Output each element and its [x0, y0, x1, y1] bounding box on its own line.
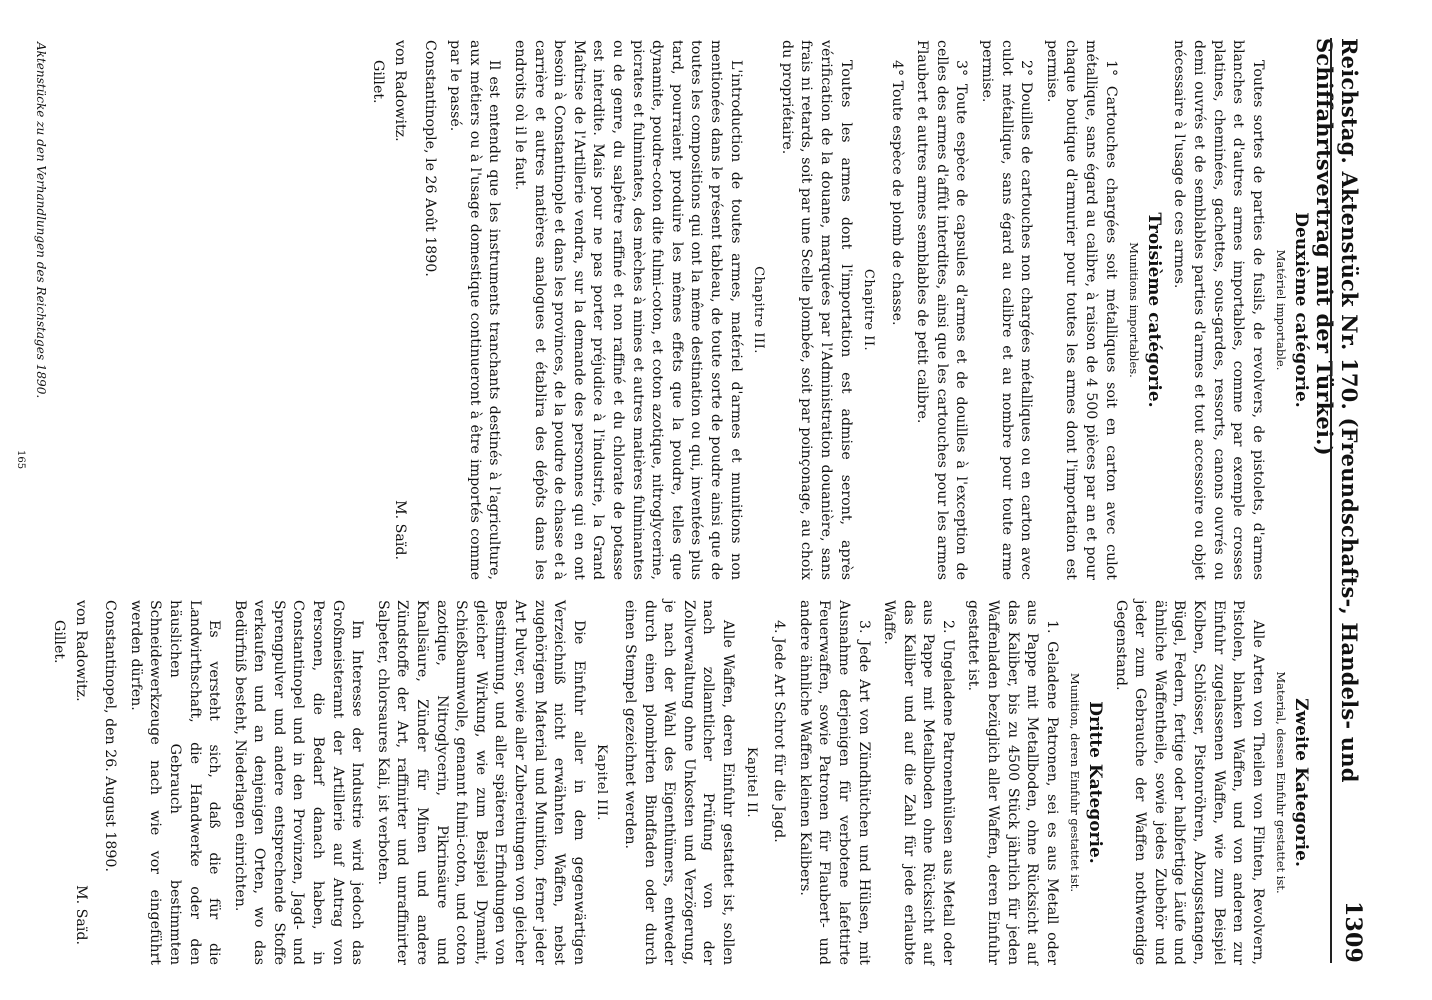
paragraph: 4° Toute espèce de plomb de chasse. [888, 60, 905, 326]
paragraph: 1° Cartouches chargées soit métalliques soit en carton avec culot métallique, sans égard au calibre, à raison de 4 500 pièces par an et pour chaque boutique d'armurier pour toutes les armes dont l'importation est permise. [1043, 40, 1119, 580]
chapter-heading: Chapitre III. [751, 266, 767, 354]
paragraph: 2. Ungeladene Patronenhülsen aus Metall oder aus Pappe mit Metallboden ohne Rücksicht auf das Kaliber und auf die Zahl für jede erlaubte Waffe. [881, 600, 956, 965]
sheet-number: 165 [15, 450, 26, 470]
german-column [50, 600, 1314, 965]
chapter-heading: Kapitel II. [743, 746, 759, 819]
paragraph: Toutes les armes dont l'importation est admise seront, après vérification de la douane, marquées par l'Administration douanière, sans frais ni retards, soit par une Scelle plombée, soit par poinçonage, au choix du propriétaire. [778, 40, 854, 580]
chapter-heading: Kapitel III. [594, 744, 610, 821]
subheading: Munition, deren Einfuhr gestattet ist. [1068, 672, 1083, 893]
heading-zweite: Zweite Kategorie. [1291, 698, 1311, 867]
heading-deuxieme: Deuxième catégorie. [1291, 212, 1311, 408]
paragraph: Es versteht sich, daß die für die Landwirthschaft, die Handwerke oder den häuslichen Gebrauch bestimmten Schneidewerkzeuge nach wie vor eingeführt werden dürfen. [127, 600, 223, 965]
paragraph: Alle Waffen, deren Einfuhr gestattet ist, sollen nach zollamtlicher Prüfung von der Zollverwaltung ohne Unkosten und Verzögerung, je nach der Wahl des Eigenthümers, entweder durch einen plombirten Bindfaden oder durch einen Stempel gezeichnet werden. [622, 600, 736, 965]
paragraph: 4. Jede Art Schrot für die Jagd. [771, 620, 788, 843]
heading-troisieme: Troisième catégorie. [1143, 212, 1164, 408]
subheading: Munitions importables. [1127, 242, 1142, 378]
signatures [389, 40, 409, 560]
french-column [94, 40, 1314, 580]
signature: von Radowitz. [392, 40, 409, 142]
page-number: 1309 [1340, 900, 1366, 963]
paragraph: 3° Toute espèce de capsules d'armes et de douilles à l'exception de celles des armes d'affût interdites, ainsi que les cartouches pour les armes Flaubert et autres armes semblables de petit calibre. [914, 40, 970, 580]
signature: Gillet. [50, 620, 67, 664]
paragraph: Il est entendu que les instruments tranchants destinés à l'agriculture, aux métiers ou à l'usage domestique continueront à être importés comme par le passé. [447, 40, 503, 580]
subheading: Material, dessen Einfuhr gestattet ist. [1274, 671, 1289, 894]
paragraph: 3. Jede Art von Zündhütchen und Hülsen, mit Ausnahme derjenigen für verbotene lafettirte Feuerwaffen, sowie Patronen für Flaubert- und andere ähnliche Waffen kleinen Kalibers. [796, 600, 872, 965]
signature: von Radowitz. [72, 600, 89, 702]
place-date: Constantinople, le 26 Août 1890. [421, 40, 438, 277]
paragraph: L'introduction de toutes armes, matériel d'armes et munitions non mentionées dans le présent tableau, de toute sorte de poudre ainsi que de toutes les compositions qui ont la même destination ou qui, inventées plus tard, pourraient produire les mêmes effets que la poudre, telles que dynamite, poudre-coton dite fulmi-coton, et coton azotique, nitroglycerine, picrates et fulminates, des mèches à mines et autres matières fulminantes ou de genre, du salpêtre raffiné et non raffiné et du chlorate de potasse est interdite. Mais pour ne pas porter préjudice à l'industrie, la Grand Maîtrise de l'Artillerie vendra, sur la demande des personnes qui en ont besoin à Constantinople et dans les provinces, de la poudre de chasse et à carrière et autres matières analogues et établira des dépôts dans les endroits où il le faut. [512, 40, 744, 580]
chapter-heading: Chapitre II. [861, 268, 877, 352]
footer-note: Aktenstücke zu den Verhandlungen des Reichstages 1890. [34, 42, 48, 399]
running-title: Reichstag. Aktenstück Nr. 170. (Freundschafts-, Handels- und Schiffahrtsvertrag mit der Türkei.) [1312, 38, 1362, 783]
paragraph: Toutes sortes de parties de fusils, de revolvers, de pistolets, d'armes blanches et d'autres armes importables, comme par exemple crosses platines, cheminées, gachettes, sous-gardes, ressorts, canons ouvrés ou demi ouvrés et de semblables parties d'armes et tout accessoire ou objet nécessaire à l'usage de ces armes. [1171, 40, 1266, 580]
heading-dritte: Dritte Kategorie. [1085, 701, 1106, 864]
signatures [70, 600, 90, 945]
paragraph: 2° Douilles de cartouches non chargées métalliques ou en carton avec culot métallique, sans égard au calibre et au nombre pour toute arme permise. [979, 40, 1035, 580]
subheading: Matériel importable. [1274, 249, 1289, 371]
paragraph: Im Interesse der Industrie wird jedoch das Großmeisteramt der Artillerie auf Antrag von Personen, die Bedarf danach haben, in Constantinopel und in den Provinzen, Jagd- und Sprengpulver und andere entsprechende Stoffe verkaufen und an denjenigen Orten, wo das Bedürfniß besteht, Niederlagen einrichten. [231, 600, 366, 965]
running-header [1312, 38, 1368, 963]
paragraph: 1. Geladene Patronen, sei es aus Metall oder aus Pappe mit Metallboden, ohne Rücksicht auf das Kaliber, bis zu 4500 Stück jährlich für jeden Waffenladen bezüglich aller Waffen, deren Einfuhr gestattet ist. [965, 600, 1060, 965]
paragraph: Die Einfuhr aller in dem gegenwärtigen Verzeichniß nicht erwähnten Waffen, nebst zugehörigem Material und Munition, ferner jeder Art Pulver, sowie aller Zubereitungen von gleicher Bestimmung, und aller späteren Erfindungen von gleicher Wirkung, wie zum Beispiel Dynamit, Schießbaumwolle, genannt fulmi-coton, und coton azotique, Nitroglycerin, Pikrinsäure und Knallsäure, Zünder für Minen und andere Zündstoffe der Art, raffinirter und unraffinirter Salpeter, chlorsaures Kali, ist verboten. [374, 600, 587, 965]
paragraph: Alle Arten von Theilen von Flinten, Revolvern, Pistolen, blanken Waffen, und von anderen zur Einfuhr zugelassenen Waffen, wie zum Beispiel Kolben, Schlösser, Pistonröhren, Abzugsstangen, Bügel, Federn, fertige oder halbfertige Läufe und ähnliche Waffentheile, sowie jedes Zubehör und jeder zum Gebrauche der Waffen nothwendige Gegenstand. [1112, 600, 1266, 965]
signature: M. Saïd. [72, 885, 89, 945]
header-rule [1330, 38, 1332, 963]
signature: M. Saïd. [392, 500, 409, 560]
place-date: Constantinopel, den 26. August 1890. [102, 600, 119, 872]
signature: Gillet. [370, 60, 387, 104]
